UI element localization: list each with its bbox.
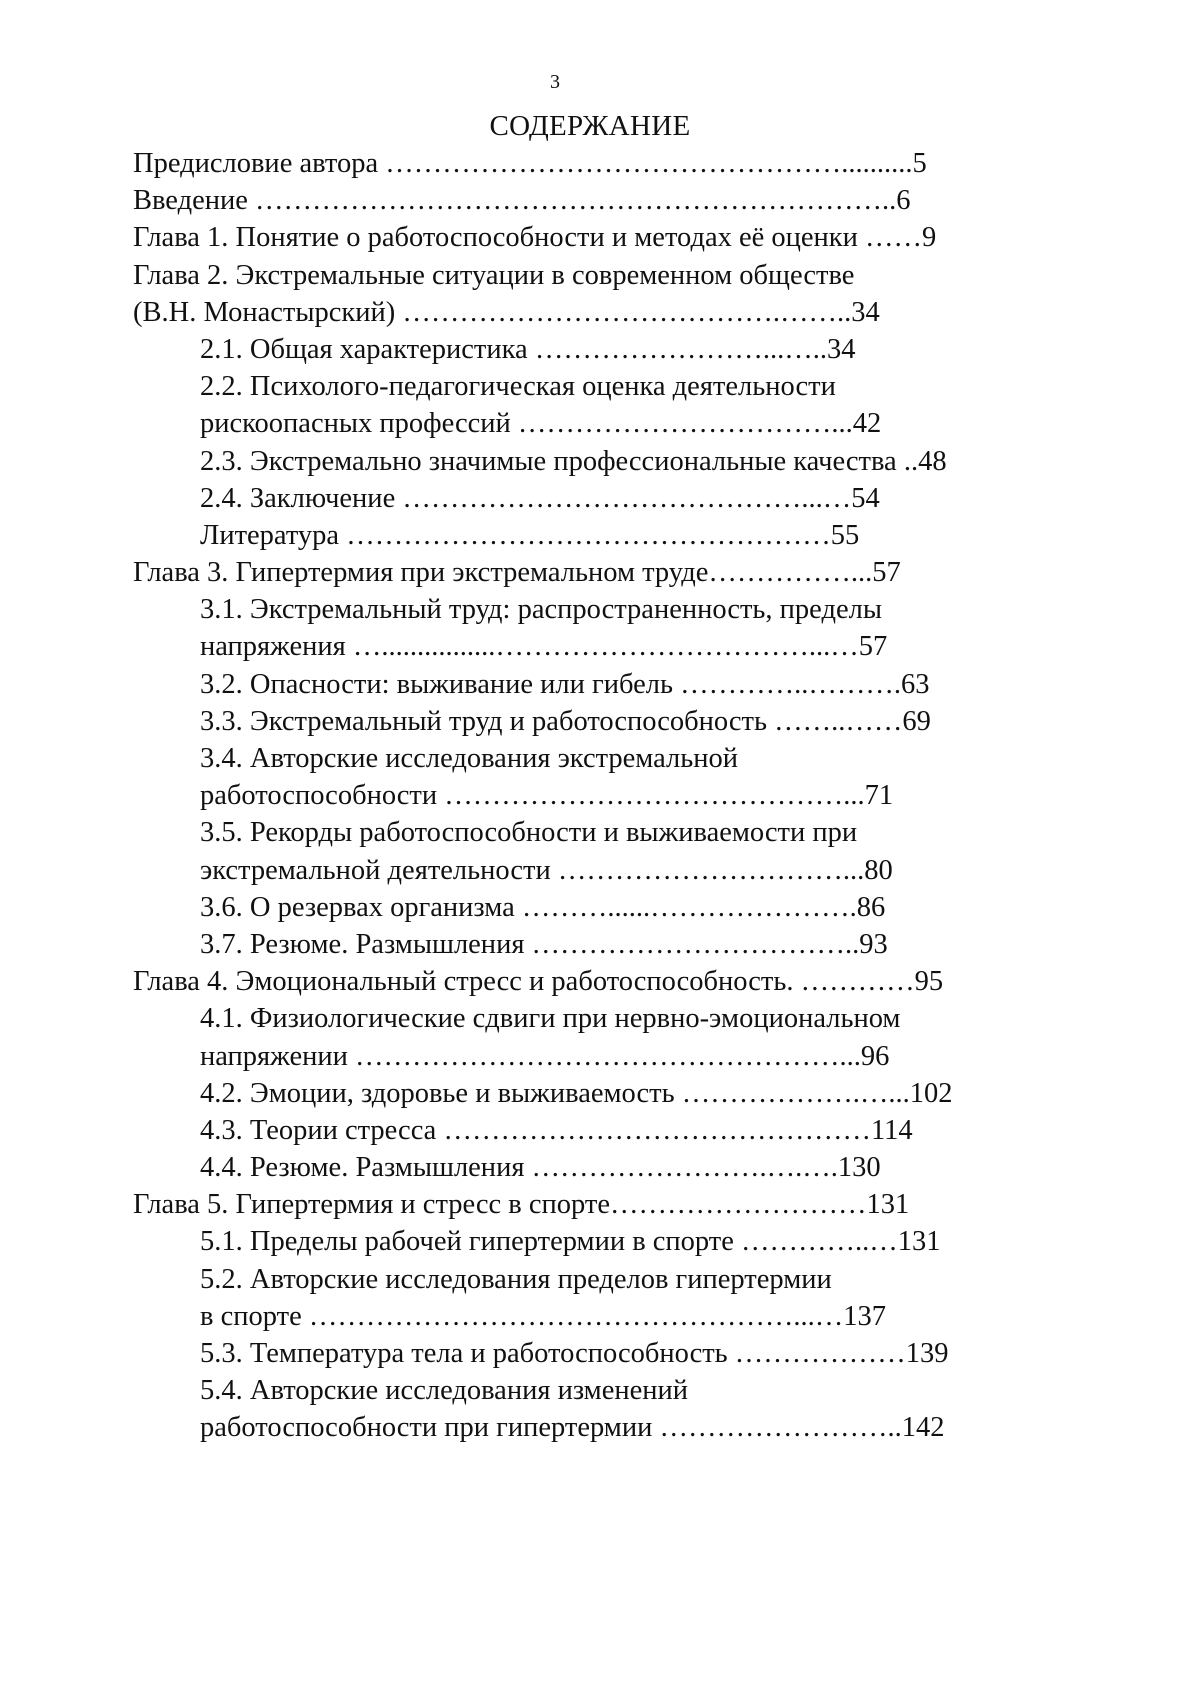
- toc-entry: [133, 591, 983, 628]
- toc-entry: [133, 926, 983, 963]
- toc-entry-text: 3.7. Резюме. Размышления ……………………………..93: [200, 928, 888, 960]
- toc-entry-text: напряжения …................……………………………...…57: [200, 631, 888, 663]
- toc-entry-text: 2.2. Психолого-педагогическая оценка деятельности: [200, 371, 836, 403]
- toc-entry-text: 5.4. Авторские исследования изменений: [200, 1375, 689, 1407]
- toc-entry: [133, 1409, 983, 1446]
- toc-entry-text: 3.4. Авторские исследования экстремальной: [200, 743, 739, 774]
- toc-entry-text: работоспособности ……………………………………...71: [200, 780, 894, 812]
- toc-entry-text: 4.2. Эмоции, здоровье и выживаемость ……………….…...102: [200, 1077, 953, 1109]
- toc-entry-text: Литература ……………………………………………55: [200, 519, 860, 551]
- toc-entry: [133, 1223, 983, 1260]
- toc-entry: [133, 331, 983, 368]
- toc-entry-text: 2.4. Заключение ……………………………………...…54: [200, 482, 880, 514]
- toc-entry: [133, 219, 983, 256]
- toc-entry-text: (В.Н. Монастырский) ………………………………….……..34: [133, 296, 880, 328]
- toc-entry: [133, 145, 983, 182]
- toc-entry-text: 3.5. Рекорды работоспособности и выживаемости при: [200, 817, 858, 849]
- toc-entry: [133, 294, 983, 331]
- toc-entry-text: работоспособности при гипертермии ……………………..142: [200, 1412, 945, 1444]
- toc-entry-text: 2.3. Экстремально значимые профессиональные качества ..48: [200, 445, 947, 477]
- toc-entry-text: Глава 4. Эмоциональный стресс и работоспособность. …………95: [133, 966, 944, 998]
- toc-entry: [133, 814, 983, 851]
- toc-entry: [133, 963, 983, 1000]
- page-number: 3: [550, 71, 560, 93]
- toc-entry: [133, 628, 983, 665]
- toc-entry: [133, 405, 983, 442]
- toc-entry-text: 5.2. Авторские исследования пределов гипертермии: [200, 1263, 832, 1295]
- toc-entry: [133, 1372, 983, 1409]
- toc-entry-text: в спорте ……………………………………………...…137: [200, 1300, 886, 1332]
- toc-entry: [133, 666, 983, 703]
- toc-title: СОДЕРЖАНИЕ: [489, 110, 691, 142]
- toc-entry: [133, 554, 983, 591]
- toc-entry-text: 3.1. Экстремальный труд: распространенность, пределы: [200, 594, 882, 626]
- toc-entry-text: Глава 2. Экстремальные ситуации в современном обществе: [133, 259, 855, 291]
- toc-entry: [133, 1186, 983, 1223]
- toc-entry-text: 5.1. Пределы рабочей гипертермии в спорте …………..…131: [200, 1226, 941, 1258]
- toc-entry-text: Предисловие автора …………………………………………..........5: [133, 148, 927, 179]
- toc-entry-text: Глава 1. Понятие о работоспособности и методах её оценки ……9: [133, 222, 937, 254]
- toc-entry-text: Глава 3. Гипертермия при экстремальном труде……………...57: [133, 557, 901, 589]
- toc-entry-text: напряжении ……………………………………………...96: [200, 1040, 890, 1072]
- toc-entry: [133, 1261, 983, 1298]
- toc-entry-text: 4.3. Теории стресса ………………………………………114: [200, 1114, 913, 1146]
- toc-entry-text: 3.2. Опасности: выживание или гибель …………..……….63: [200, 668, 930, 700]
- toc-entry: [133, 480, 983, 517]
- toc-entry-text: 3.6. О резервах организма ………......………………….86: [200, 891, 886, 923]
- toc-entry-text: 3.3. Экстремальный труд и работоспособность ……..……69: [200, 705, 931, 737]
- toc-entry-text: экстремальной деятельности …………………………...80: [200, 854, 893, 886]
- toc-entry: [133, 1112, 983, 1149]
- toc-entry: [133, 1038, 983, 1075]
- toc-entry-text: 2.1. Общая характеристика ……………………...…..34: [200, 333, 856, 365]
- toc-entry-text: 4.4. Резюме. Размышления …………………….….….130: [200, 1152, 881, 1184]
- toc-entry: [133, 1075, 983, 1112]
- toc-entry: [133, 517, 983, 554]
- toc-entry-text: Глава 5. Гипертермия и стресс в спорте………………………131: [133, 1189, 910, 1221]
- toc-entry: [133, 443, 983, 480]
- toc-entry: [133, 1335, 983, 1372]
- table-of-contents: [133, 145, 983, 1447]
- toc-entry: [133, 257, 983, 294]
- toc-entry-text: 5.3. Температура тела и работоспособность ………………139: [200, 1338, 949, 1369]
- toc-entry: [133, 740, 983, 777]
- toc-entry: [133, 182, 983, 219]
- toc-entry: [133, 889, 983, 926]
- toc-entry: [133, 368, 983, 405]
- toc-entry: [133, 1298, 983, 1335]
- toc-entry-text: 4.1. Физиологические сдвиги при нервно-эмоциональном: [200, 1003, 901, 1035]
- toc-entry: [133, 703, 983, 740]
- toc-entry: [133, 1149, 983, 1186]
- toc-entry: [133, 777, 983, 814]
- toc-entry: [133, 1000, 983, 1037]
- toc-entry-text: рискоопасных профессий ……………………………...42: [200, 408, 882, 440]
- toc-entry: [133, 852, 983, 889]
- toc-entry-text: Введение …………………………………………………………..6: [133, 185, 911, 217]
